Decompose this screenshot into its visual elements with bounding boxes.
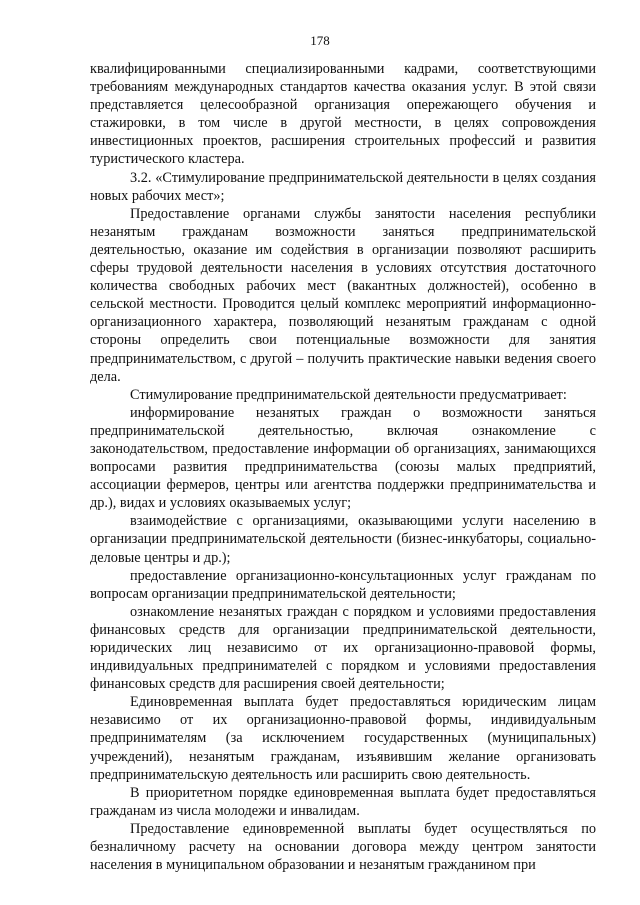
page-number: 178: [310, 33, 330, 48]
paragraph: Предоставление органами службы занятости населения республики незанятым гражданам возможности заняться предпринимательской деятельностью, оказание им содействия в организации позволяют расширить сферы трудовой деятельности населения в условиях отсутствия достаточного количества свободных рабочих мест (вакантных должностей), особенно в сельской местности. Проводится целый комплекс мероприятий информационно-организационного характера, позволяющий незанятым гражданам с одной стороны определить свои потенциальные возможности для занятия предпринимательством, с другой – получить практические навыки ведения своего дела.: [90, 205, 596, 385]
list-item: информирование незанятых граждан о возможности заняться предпринимательской деятельностью, включая ознакомление с законодательством, предоставление информации об организациях, занимающихся вопросами развития предпринимательства (союзы малых предприятий, ассоциации фермеров, центры или агентства поддержки предпринимательства и др.), видах и условиях оказываемых услуг;: [90, 404, 596, 512]
paragraph: Единовременная выплата будет предоставляться юридическим лицам независимо от их организационно-правовой формы, индивидуальным предпринимателям (за исключением государственных (муниципальных) учреждений), незанятым гражданам, изъявившим желание организовать предпринимательскую деятельность или расширить свою деятельность.: [90, 694, 596, 783]
list-item: ознакомление незанятых граждан с порядком и условиями предоставления финансовых средств для организации предпринимательской деятельности, юридических лиц независимо от их организационно-правовой формы, индивидуальных предпринимателей с порядком и условиями предоставления финансовых средств для расширения своей деятельности;: [90, 603, 596, 693]
list-item: предоставление организационно-консультационных услуг гражданам по вопросам организации предпринимательской деятельности;: [90, 567, 596, 602]
paragraph-continuation: квалифицированными специализированными кадрами, соответствующими требованиям международных стандартов качества оказания услуг. В этой связи представляется целесообразной организация опережающего обучения и стажировки, в том числе в другой местности, в целях сопровождения инвестиционных проектов, расширения строительных профессий и развития туристического кластера.: [90, 61, 596, 168]
paragraph-list-intro: Стимулирование предпринимательской деятельности предусматривает:: [130, 386, 567, 403]
paragraph: Предоставление единовременной выплаты будет осуществляться по безналичному расчету на основании договора между центром занятости населения в муниципальном образовании и незанятым гражданином при: [90, 820, 596, 874]
body-text: [90, 60, 596, 874]
paragraph: В приоритетном порядке единовременная выплата будет предоставляться гражданам из числа молодежи и инвалидам.: [90, 784, 596, 819]
list-item: взаимодействие с организациями, оказывающими услуги населению в организации предпринимательской деятельности (бизнес-инкубаторы, социально-деловые центры и др.);: [90, 513, 596, 566]
section-heading-3-2: 3.2. «Стимулирование предпринимательской деятельности в целях создания новых рабочих мест»;: [90, 169, 596, 204]
